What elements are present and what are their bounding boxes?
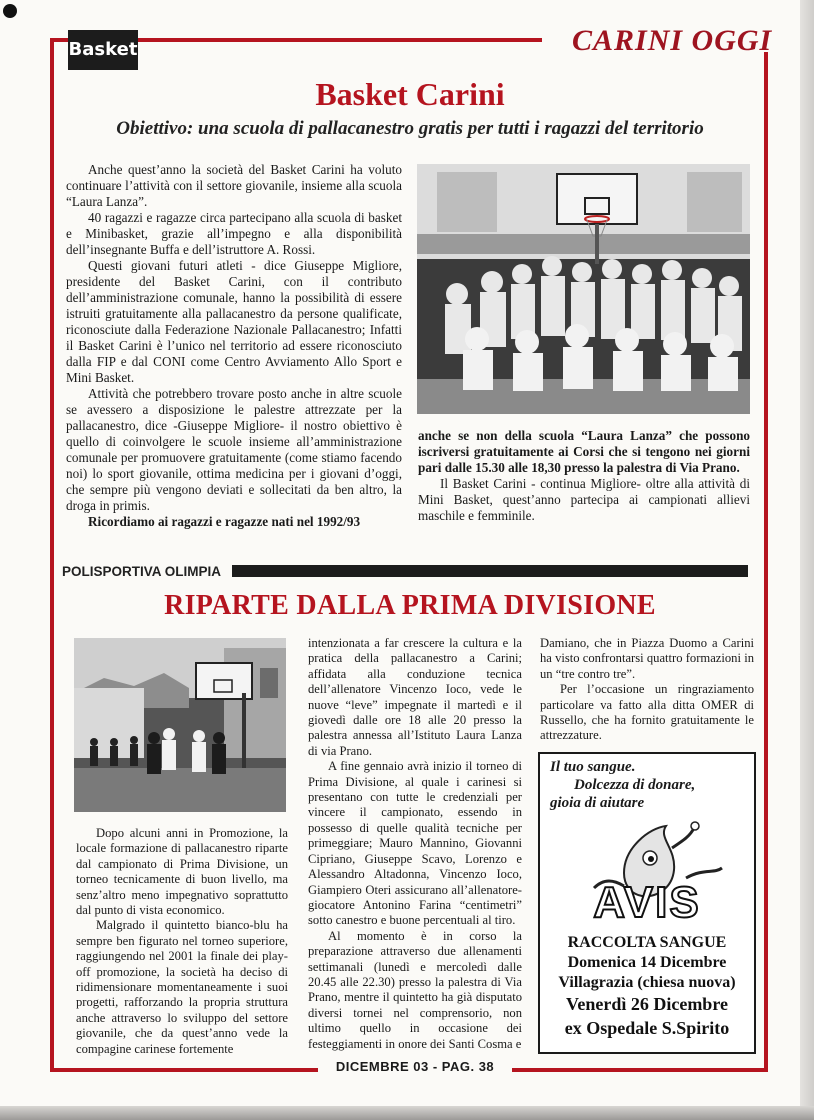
scan-edge-bottom [0, 1106, 814, 1120]
magazine-brand: CARINI OGGI [572, 24, 773, 57]
article-subtitle: Obiettivo: una scuola di pallacanestro gratis per tutti i ragazzi del territorio [116, 118, 704, 139]
paragraph: Il Basket Carini - continua Migliore- oltre alla attività di Mini Basket, quest’anno partecipa ai campionati allievi maschile e femminile. [418, 476, 750, 523]
paragraph: Attività che potrebbero trovare posto anche in altre scuole se avessero a disposizione le palestre attrezzate per la pallacanestro, dice -Giuseppe Migliore- il nostro obiettivo è quello di coinvolgere le scuole insieme all’amministrazione comunale per promuovere gratuitamente (come stiamo facendo noi) lo sport giovanile, ottima medicina per i giovani d’oggi, che sempre più vengono deviati e sollecitati da ben altro, la droga in primis. [66, 386, 402, 513]
slogan-line: gioia di aiutare [550, 795, 645, 811]
page-footer: DICEMBRE 03 - PAG. 38 [335, 1059, 495, 1074]
article2-column-1 [76, 826, 288, 1057]
section-divider [232, 565, 748, 577]
article2-column-3 [540, 636, 754, 744]
paragraph: Anche quest’anno la società del Basket Carini ha voluto continuare l’attività con il settore giovanile, insieme alla scuola “Laura Lanza”. [66, 162, 402, 209]
paragraph: Dopo alcuni anni in Promozione, la locale formazione di pallacanestro riparte dal campionato di Prima Divisione, un torneo tecnicamente di buon livello, ma senz’altro meno impegnativo soprattutto dal punto di vista economico. [76, 826, 288, 918]
ad-line: Villagrazia (chiesa nuova) [558, 974, 736, 991]
section-label: POLISPORTIVA OLIMPIA [62, 564, 222, 579]
section-tab: Basket [68, 30, 138, 70]
avis-logo-text: AVIS [593, 878, 701, 927]
ad-line: RACCOLTA SANGUE [567, 934, 727, 951]
article1-column-left [66, 162, 402, 530]
binder-hole-icon [3, 4, 17, 18]
team-photo [417, 164, 750, 414]
ad-slogan [550, 758, 750, 812]
article1-column-right [418, 428, 750, 524]
frame-line-bottom-right [512, 1068, 768, 1072]
ad-line: ex Ospedale S.Spirito [564, 1018, 730, 1038]
frame-line-left [50, 38, 54, 1072]
frame-line-bottom-left [50, 1068, 318, 1072]
paragraph-bold: Ricordiamo ai ragazzi e ragazze nati nel 1992/93 [88, 514, 361, 529]
paragraph: Al momento è in corso la preparazione attraverso due allenamenti settimanali (lunedì e mercoledì dalle 20.45 alle 22.30) presso la palestra di Via Prano, mentre il quintetto ha già disputato diversi tornei nel comprensorio, non ultimo quello in occasione dei festeggiamenti in onore dei Santi Cosma e [308, 928, 522, 1051]
paragraph: intenzionata a far crescere la cultura e la pratica della pallacanestro a Carini; affidata alla conduzione tecnica dell’allenatore Vincenzo Ioco, vede le nuove “leve” impegnate il martedì e il giovedì dalle ore 18 alle 20 presso la palestra annessa all’Istituto Laura Lanza di via Prano. [308, 636, 522, 758]
slogan-line: Dolcezza di donare, [574, 777, 696, 793]
paragraph: Questi giovani futuri atleti - dice Giuseppe Migliore, presidente del Basket Carini, con il contributo dell’amministrazione comunale, hanno la possibilità di essere istruiti gratuitamente alla pallacanestro da persone qualificate, riconosciute dalla Federazione Nazionale Pallacanestro; Infatti il Basket Carini è l’unico nel territorio ad essere riconosciuto dalla FIP e dal CONI come Centro Avviamento Allo Sport e Mini Basket. [66, 258, 402, 385]
paragraph: 40 ragazzi e ragazze circa partecipano alla scuola di basket e Minibasket, grazie all’impegno e alla disponibilità dell’insegnante Buffa e dell’istruttore A. Rossi. [66, 210, 402, 257]
frame-line-right [764, 52, 768, 1072]
article2-column-2 [308, 636, 522, 1052]
scan-edge-right [800, 0, 814, 1120]
avis-advertisement [538, 752, 756, 1054]
paragraph: A fine gennaio avrà inizio il torneo di Prima Divisione, al quale i carinesi si presentano con tutte le credenziali per vincere il campionato, essendo in possesso di quelle qualità tecniche per primeggiare; Mauro Mannino, Giovanni Cipriano, Giuseppe Scavo, Lorenzo e Alessandro Altadonna, Vincenzo Ioco, Giampiero Oteri assicurano all’allenatore-giocatore Antonino Farina “centimetri” sotto canestro e buone percentuali al tiro. [308, 759, 522, 928]
paragraph: Per l’occasione un ringraziamento particolare va fatto alla ditta OMER di Russello, che ha fornito gratuitamente le attrezzature. [540, 682, 754, 743]
ad-line: Domenica 14 Dicembre [567, 954, 727, 971]
game-photo [74, 638, 286, 812]
paragraph-bold: anche se non della scuola “Laura Lanza” che possono iscriversi gratuitamente ai Corsi che si tengono nei giorni pari dalle 15.30 alle 18,30 presso la palestra di Via Prano. [418, 428, 750, 475]
paragraph: Malgrado il quintetto bianco-blu ha sempre ben figurato nel torneo superiore, raggiungendo nel 2001 la finale dei play-off promozione, la società ha deciso di ridimensionare momentaneamente i suoi progetti, rafforzando la propria struttura anche attraverso lo sviluppo del settore giovanile, che da quest’anno vede la compagine carinese fortemente [76, 918, 288, 1056]
ad-line: Venerdì 26 Dicembre [566, 994, 728, 1014]
article2-title: RIPARTE DALLA PRIMA DIVISIONE [164, 590, 656, 621]
article-title: Basket Carini [315, 76, 505, 112]
slogan-line: Il tuo sangue. [550, 759, 636, 775]
avis-logo [554, 818, 740, 928]
paragraph: Damiano, che in Piazza Duomo a Carini ha visto confrontarsi quattro formazioni in un “tre contro tre”. [540, 636, 754, 681]
